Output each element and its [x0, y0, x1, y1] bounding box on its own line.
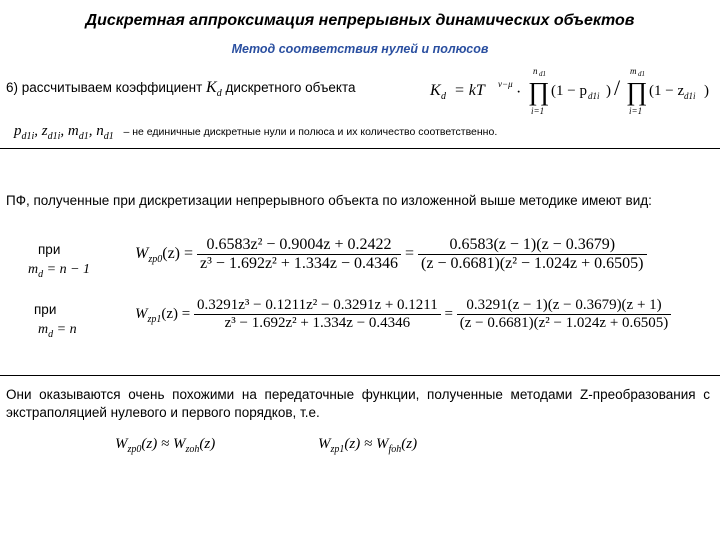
prod2-term: (1 − z: [649, 83, 685, 99]
intro-paragraph: ПФ, полученные при дискретизации непрерывного объекта по изложенной выше методике имеют вид:: [6, 193, 652, 208]
kd-lhs-sub: d: [441, 91, 446, 102]
case2-transfer-function: [135, 297, 671, 332]
page-subtitle: Метод соответствия нулей и полюсов: [231, 42, 489, 56]
page-title: Дискретная аппроксимация непрерывных динамических объектов: [85, 12, 635, 29]
conclusion-paragraph: Они оказываются очень похожими на передаточные функции, полученные методами Z-преобразования с экстраполяцией нулевого и первого порядков, т.е.: [6, 387, 710, 420]
divider-top: [0, 148, 720, 149]
kd-slash: /: [614, 75, 621, 100]
case2-lhs: $W_{zp1}(z)$ =: [135, 305, 191, 325]
prod1-upper: n: [533, 66, 538, 76]
prod2-close: ): [704, 83, 709, 99]
case2-label: при: [34, 302, 57, 317]
case1-fraction2: [418, 236, 646, 273]
case1-lhs: $W_{zp0}(z)$ =: [135, 245, 194, 266]
prod1-upper-sub: d1: [539, 70, 546, 78]
definition-symbols: $p_{d1i}$, $z_{d1i}$, $m_{d1}$, $n_{d1}$: [14, 123, 114, 142]
kd-eq: = kT: [454, 82, 485, 99]
case2-denominator-factored: (z − 0.6681)(z² − 1.024z + 0.6505): [459, 315, 669, 331]
prod2-upper: m: [630, 66, 637, 76]
prod2-upper-sub: d1: [638, 70, 645, 78]
case2-numerator: 0.3291z³ − 0.1211z² − 0.3291z + 0.1211: [194, 297, 441, 315]
prod2-term-sub: d1i: [684, 91, 696, 101]
prod1-close: ): [606, 83, 611, 99]
definition-description: – не единичные дискретные нули и полюса и их количество соответственно.: [123, 126, 498, 138]
kd-lhs: K: [430, 82, 441, 99]
approx-zoh: $W_{zp0}(z) \approx W_{zoh}(z)$: [115, 436, 216, 455]
prod1-term-sub: d1i: [588, 91, 600, 101]
kd-dot: ·: [516, 84, 522, 101]
case1-numerator: 0.6583z² − 0.9004z + 0.2422: [197, 236, 401, 255]
prod1-lower: i=1: [531, 106, 545, 116]
case1-fraction1: [197, 236, 401, 273]
step6-text: 6) рассчитываем коэффициент $K_d$ дискретного объекта: [6, 79, 356, 100]
case2-condition: $m_d = n$: [38, 322, 77, 340]
case2-denominator: z³ − 1.692z² + 1.334z − 0.4346: [224, 315, 411, 331]
prod2-lower: i=1: [629, 106, 643, 116]
case1-equals: =: [404, 245, 415, 263]
approx-foh: $W_{zp1}(z) \approx W_{foh}(z)$: [318, 436, 418, 455]
case1-denominator: z³ − 1.692z² + 1.334z − 0.4346: [200, 255, 398, 272]
case2-fraction2: [457, 297, 672, 332]
case2-numerator-factored: 0.3291(z − 1)(z − 0.3679)(z + 1): [457, 297, 672, 315]
case1-transfer-function: [135, 236, 647, 273]
kd-exponent: ν−μ: [498, 79, 513, 89]
definition-line: [14, 122, 497, 142]
prod2-symbol: ∏: [626, 77, 648, 106]
prod1-term: (1 − p: [551, 83, 587, 99]
case2-equals: =: [444, 305, 453, 322]
case1-numerator-factored: 0.6583(z − 1)(z − 0.3679): [418, 236, 646, 255]
case1-denominator-factored: (z − 0.6681)(z² − 1.024z + 0.6505): [421, 255, 644, 272]
kd-formula: [428, 60, 718, 120]
kd-symbol: $K_d$: [206, 79, 222, 100]
case2-fraction1: [194, 297, 441, 332]
case1-condition: $m_d = n - 1$: [28, 262, 91, 280]
prod1-symbol: ∏: [528, 77, 550, 106]
divider-bottom: [0, 375, 720, 376]
case1-label: при: [38, 242, 61, 257]
